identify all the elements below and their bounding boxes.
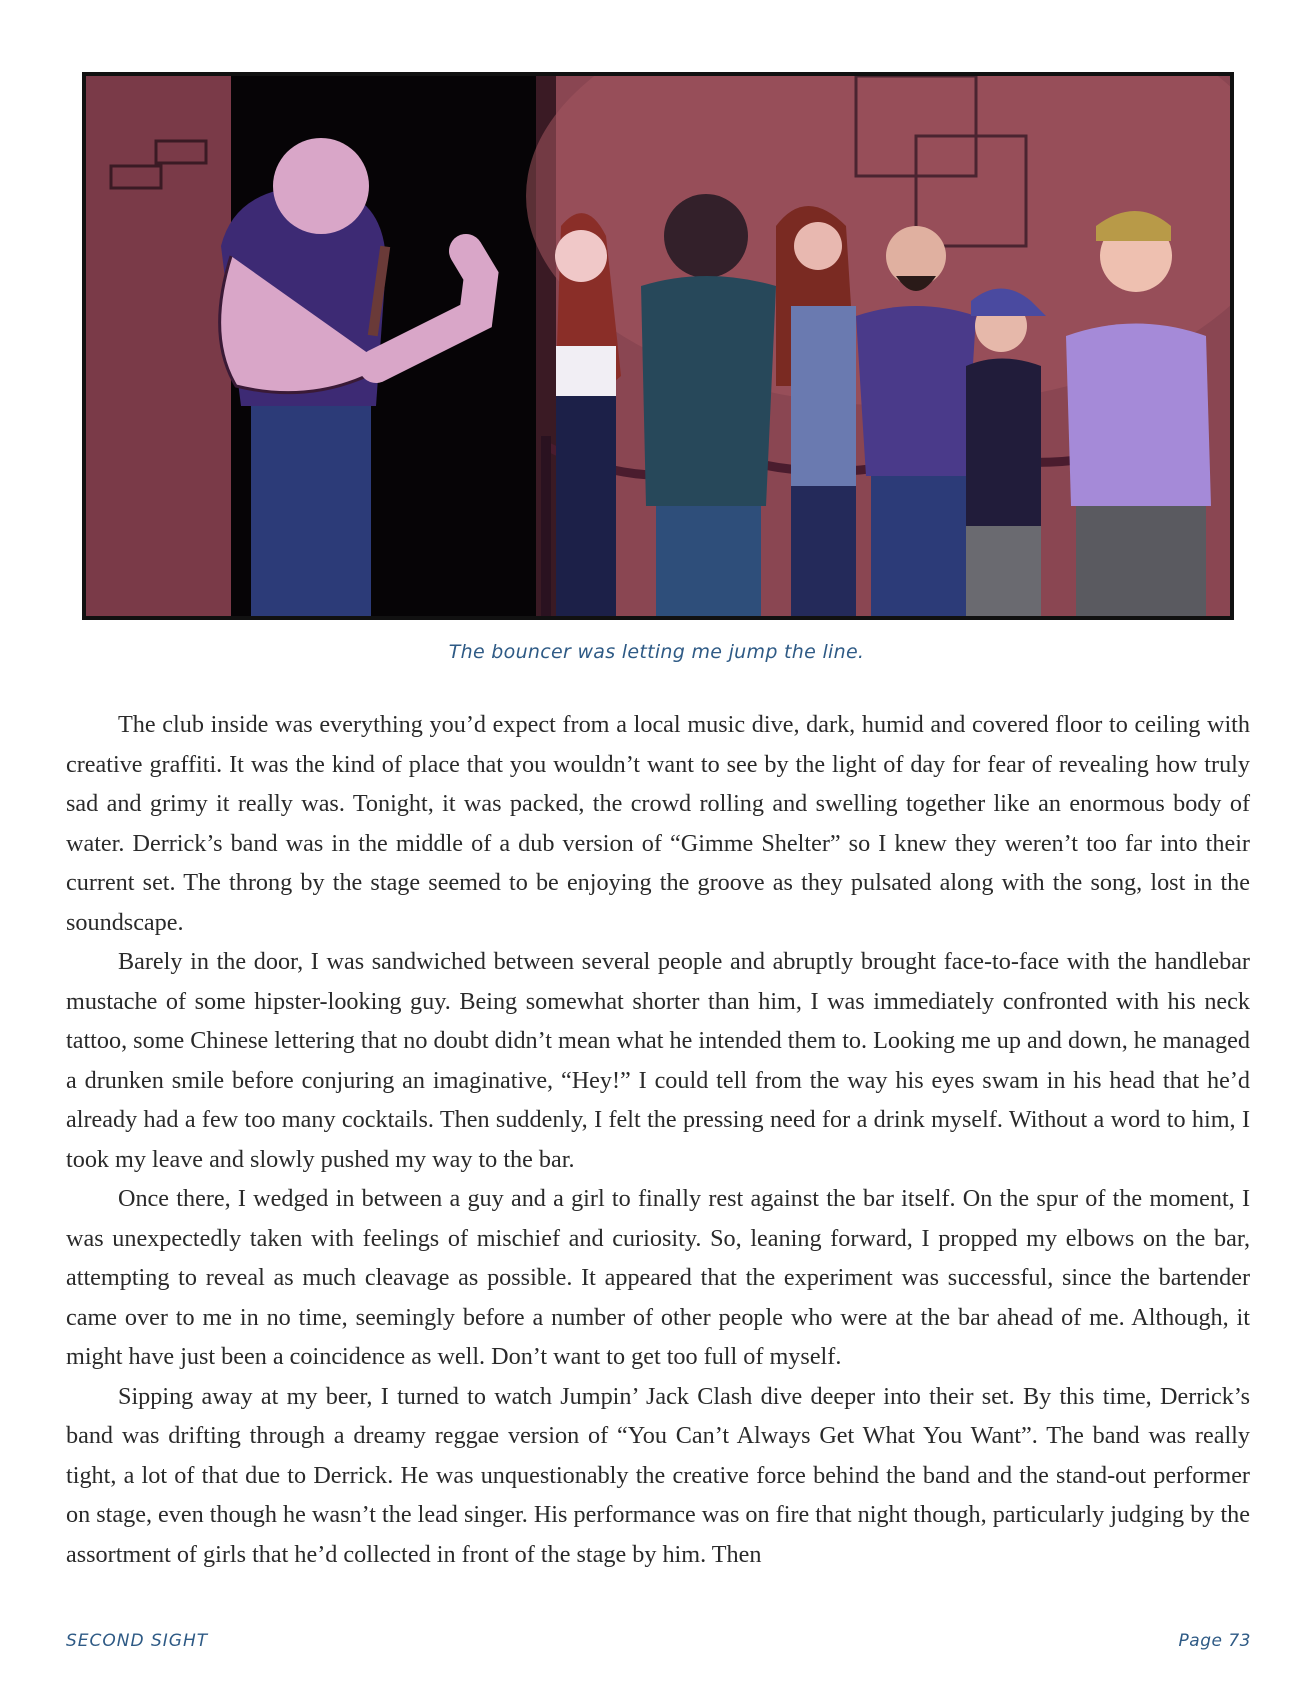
illustration-caption: The bouncer was letting me jump the line. bbox=[448, 641, 865, 663]
page-number-footer: Page 73 bbox=[1178, 1631, 1251, 1651]
story-paragraph: Barely in the door, I was sandwiched between several people and abruptly brought face-to-face with the handlebar mustache of some hipster-looking guy. Being somewhat shorter than him, I was immediately confronted with his neck tattoo, some Chinese lettering that no doubt didn’t mean what he intended them to. Looking me up and down, he managed a drunken smile before conjuring an imaginative, “Hey!” I could tell from the way his eyes swam in his head that he’d already had a few too many cocktails. Then suddenly, I felt the pressing need for a drink myself. Without a word to him, I took my leave and slowly pushed my way to the bar. bbox=[66, 948, 1250, 1173]
book-title-footer: SECOND SIGHT bbox=[66, 1631, 209, 1651]
comic-panel-illustration bbox=[82, 72, 1234, 620]
story-paragraph: Sipping away at my beer, I turned to watch Jumpin’ Jack Clash dive deeper into their set. By this time, Derrick’s band was drifting through a dreamy reggae version of “You Can’t Always Get What You Want”. The band was really tight, a lot of that due to Derrick. He was unquestionably the creative force behind the band and the stand-out performer on stage, even though he wasn’t the lead singer. His performance was on fire that night though, particularly judging by the assortment of girls that he’d collected in front of the stage by him. Then bbox=[66, 1382, 1250, 1568]
bouncer-line-scene bbox=[86, 76, 1230, 616]
story-paragraph: The club inside was everything you’d expect from a local music dive, dark, humid and covered floor to ceiling with creative graffiti. It was the kind of place that you wouldn’t want to see by the light of day for fear of revealing how truly sad and grimy it really was. Tonight, it was packed, the crowd rolling and swelling together like an enormous body of water. Derrick’s band was in the middle of a dub version of “Gimme Shelter” so I knew they weren’t too far into their current set. The throng by the stage seemed to be enjoying the groove as they pulsated along with the song, lost in the soundscape. bbox=[66, 711, 1250, 936]
story-paragraph: Once there, I wedged in between a guy and a girl to finally rest against the bar itself. On the spur of the moment, I was unexpectedly taken with feelings of mischief and curiosity. So, leaning forward, I propped my elbows on the bar, attempting to reveal as much cleavage as possible. It appeared that the experiment was successful, since the bartender came over to me in no time, seemingly before a number of other people who were at the bar ahead of me. Although, it might have just been a coincidence as well. Don’t want to get too full of myself. bbox=[66, 1185, 1250, 1370]
story-body-text bbox=[66, 705, 1250, 1574]
